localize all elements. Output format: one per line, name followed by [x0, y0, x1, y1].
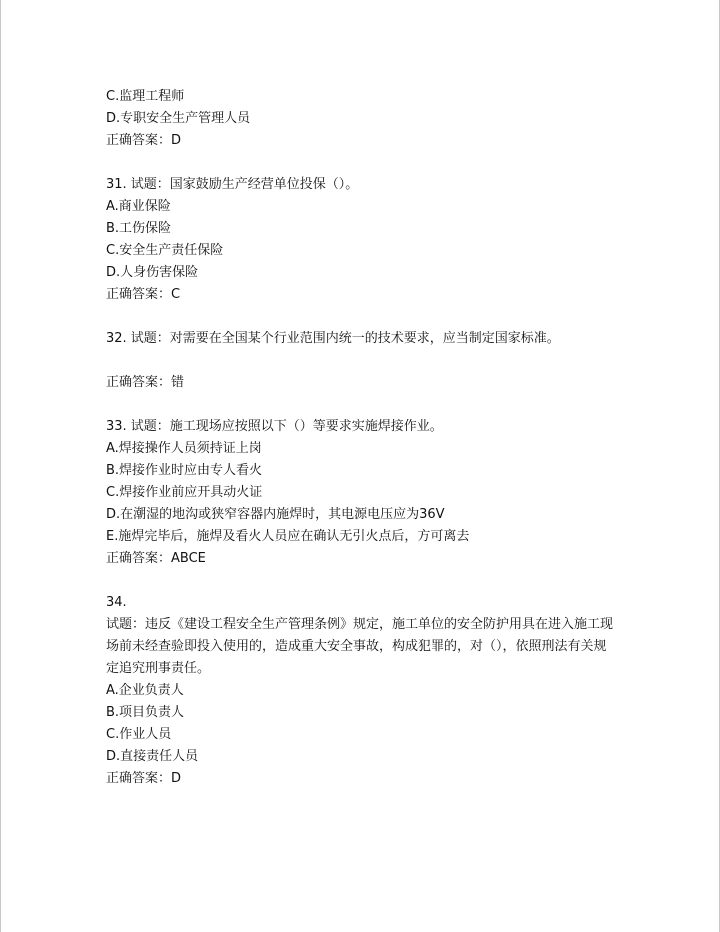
option-d: D.直接责任人员 [106, 749, 199, 764]
spacer [106, 394, 626, 416]
option-b: B.焊接作业时应由专人看火 [106, 463, 263, 478]
spacer [106, 570, 626, 592]
answer-line: 正确答案：错 [106, 375, 185, 390]
question-34-number: 34. [106, 595, 127, 610]
option-d: D.人身伤害保险 [106, 265, 199, 280]
option-c: C.安全生产责任保险 [106, 243, 224, 258]
answer-line: 正确答案：C [106, 287, 181, 302]
question-34-stem-line: 试题：违反《建设工程安全生产管理条例》规定，施工单位的安全防护用具在进入施工现 [106, 617, 614, 632]
option-d: D.在潮湿的地沟或狭窄容器内施焊时，其电源电压应为36V [106, 507, 445, 522]
answer-line: 正确答案：D [106, 771, 182, 786]
option-c: C.焊接作业前应开具动火证 [106, 485, 263, 500]
question-content [106, 86, 626, 790]
spacer [106, 350, 626, 372]
answer-line: 正确答案：D [106, 133, 182, 148]
option-d: D.专职安全生产管理人员 [106, 111, 251, 126]
question-34-stem-line: 定追究刑事责任。 [106, 661, 211, 676]
option-b: B.工伤保险 [106, 221, 172, 236]
option-c: C.监理工程师 [106, 89, 185, 104]
answer-line: 正确答案：ABCE [106, 551, 206, 566]
option-e: E.施焊完毕后，施焊及看火人员应在确认无引火点后，方可离去 [106, 529, 470, 544]
question-32-stem: 32. 试题：对需要在全国某个行业范围内统一的技术要求，应当制定国家标准。 [106, 331, 560, 346]
question-34-stem-line: 场前未经查验即投入使用的，造成重大安全事故，构成犯罪的，对（），依照刑法有关规 [106, 639, 607, 654]
spacer [106, 152, 626, 174]
spacer [106, 306, 626, 328]
question-33-stem: 33. 试题：施工现场应按照以下（）等要求实施焊接作业。 [106, 419, 443, 434]
option-c: C.作业人员 [106, 727, 172, 742]
option-a: A.企业负责人 [106, 683, 184, 698]
question-31-stem: 31. 试题：国家鼓励生产经营单位投保（）。 [106, 177, 359, 192]
option-b: B.项目负责人 [106, 705, 185, 720]
option-a: A.商业保险 [106, 199, 171, 214]
option-a: A.焊接操作人员须持证上岗 [106, 441, 262, 456]
